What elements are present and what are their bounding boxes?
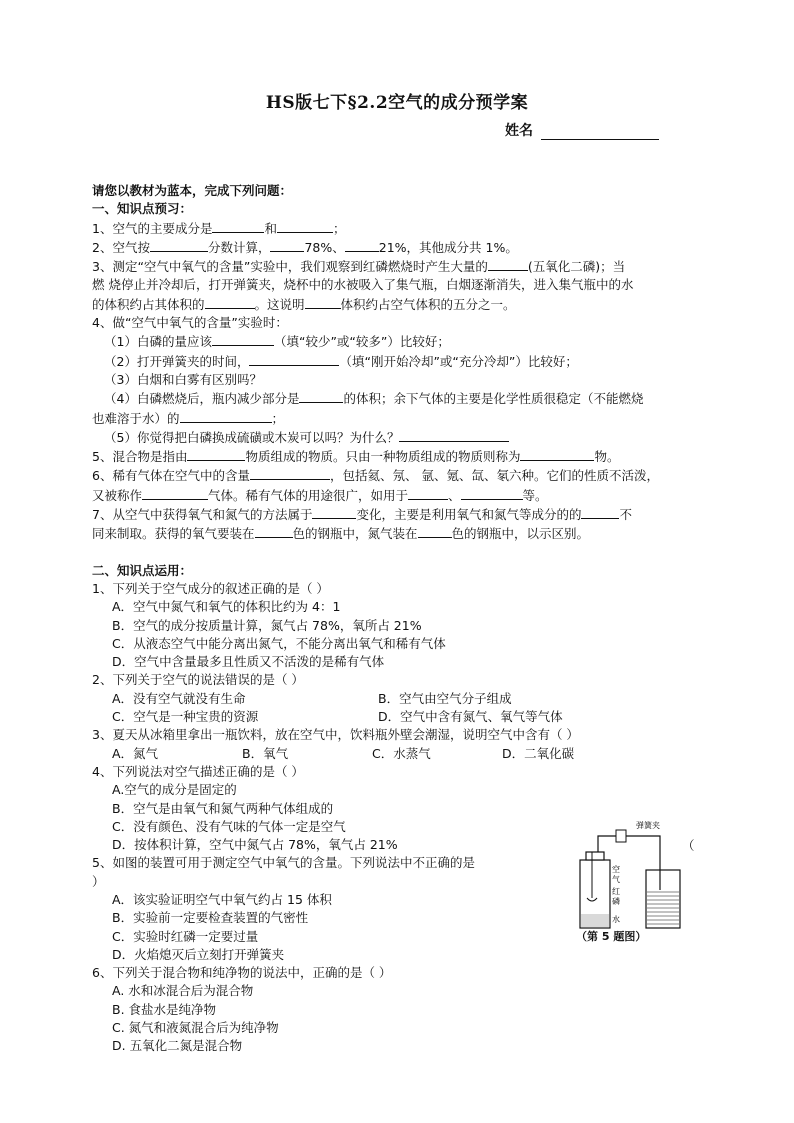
s1q1-text-c: ； <box>332 220 346 236</box>
s1q3-blank-1[interactable] <box>488 257 528 271</box>
page-title: HS版七下§2.2空气的成分预学案 <box>265 93 529 113</box>
s1q4-text-1b: （填“较少”或“较多”）比较好； <box>273 334 450 350</box>
s2q3-option-b[interactable]: B．氧气 <box>242 745 289 761</box>
s1q4-blank-5[interactable] <box>399 428 509 442</box>
s1q2-blank-3[interactable] <box>345 238 379 252</box>
s1q4-text-5: （5）你觉得把白磷换成硫磺或木炭可以吗？为什么？ <box>104 429 400 445</box>
s1-question-2 <box>92 238 702 257</box>
s1q4-blank-1[interactable] <box>212 332 274 346</box>
s1-question-6-line2 <box>92 486 702 505</box>
s2q5-paren-close: ） <box>92 873 105 889</box>
s2q2-option-d[interactable]: D．空气中含有氮气、氧气等气体 <box>378 709 563 725</box>
s1q6-text-e: 、 <box>448 487 461 503</box>
s2q2-option-b[interactable]: B．空气由空气分子组成 <box>378 690 512 706</box>
s1-question-3-line1 <box>92 257 702 276</box>
section1-heading: 一、知识点预习： <box>92 201 193 217</box>
figure-caption: （第 5 题图） <box>576 930 647 943</box>
s1q7-text-e: 色的钢瓶中，氮气装在 <box>292 526 418 542</box>
s2q6-option-b[interactable]: B. 食盐水是纯净物 <box>112 1001 217 1017</box>
spring-clamp <box>616 830 626 842</box>
s1q5-text-c: 物。 <box>594 449 620 465</box>
s1q5-text-a: 5、混合物是指由 <box>92 449 188 465</box>
s1-question-6-line1 <box>92 466 702 485</box>
s2q5-option-c[interactable]: C．实验时红磷一定要过量 <box>112 928 259 944</box>
s1q4-text-4c: 也难溶于水）的 <box>92 410 180 426</box>
s1-question-7-line2 <box>92 524 702 543</box>
s1-question-4-sub4-cont <box>92 409 702 428</box>
s1q4-text-4b: 的体积；余下气体的主要是化学性质很稳定（不能燃烧 <box>343 391 644 407</box>
s1q1-text-a: 1、空气的主要成分是 <box>92 220 213 236</box>
s1q3-text-1a: 3、测定“空气中氧气的含量”实验中，我们观察到红磷燃烧时产生大量的 <box>92 259 488 275</box>
s2-question-6-stem: 6、下列关于混合物和纯净物的说法中，正确的是（ ） <box>92 965 392 981</box>
experiment-apparatus-figure <box>568 818 718 942</box>
s1q3-text-1b: (五氧化二磷)；当 <box>527 259 626 275</box>
s2-question-3-stem: 3、夏天从冰箱里拿出一瓶饮料，放在空气中，饮料瓶外壁会潮湿，说明空气中含有（ ） <box>92 727 579 743</box>
s1q7-blank-4[interactable] <box>418 524 452 538</box>
s1-question-3-line3 <box>92 295 702 314</box>
s1q4-blank-2[interactable] <box>249 352 339 366</box>
s1-question-4-sub1 <box>92 332 702 351</box>
s1q2-text-b: 分数计算， <box>207 239 271 255</box>
bottle-stopper <box>586 852 604 860</box>
s2-question-1-stem: 1、下列关于空气成分的叙述正确的是（ ） <box>92 580 329 596</box>
s2q2-options-row2 <box>92 708 702 726</box>
s2q6-option-d[interactable]: D. 五氧化二氮是混合物 <box>112 1038 243 1054</box>
s2q5-option-d[interactable]: D．火焰熄灭后立刻打开弹簧夹 <box>112 946 285 962</box>
s1-question-5 <box>92 447 702 466</box>
s1q6-text-d: 气体。稀有气体的用途很广，如用于 <box>208 487 409 503</box>
s1q3-text-3c: 体积约占空气体积的五分之一。 <box>340 296 516 312</box>
s2q3-option-a[interactable]: A．氮气 <box>112 745 159 761</box>
s1q1-text-b: 和 <box>264 220 277 236</box>
s1q5-blank-2[interactable] <box>520 447 594 461</box>
s1q4-text-1a: （1）白磷的量应该 <box>104 334 212 350</box>
s2q5-option-b[interactable]: B．实验前一定要检查装置的气密性 <box>112 910 309 926</box>
combustion-spoon-cup <box>587 898 597 901</box>
s1-question-4-sub2 <box>92 352 702 371</box>
section-gap <box>92 544 702 562</box>
s2q4-option-c[interactable]: C．没有颜色、没有气味的气体一定是空气 <box>112 818 346 834</box>
s1q2-blank-2[interactable] <box>270 238 304 252</box>
s2-question-2-stem: 2、下列关于空气的说法错误的是（ ） <box>92 672 304 688</box>
beaker-water <box>647 890 679 927</box>
s2q5-paren-open: （ <box>682 838 695 853</box>
s2q1-option-d[interactable]: D．空气中含量最多且性质又不活泼的是稀有气体 <box>112 654 385 670</box>
s1q6-text-f: 等。 <box>522 487 548 503</box>
s2q6-option-c[interactable]: C. 氮气和液氮混合后为纯净物 <box>112 1020 279 1036</box>
s2q1-option-c[interactable]: C．从液态空气中能分离出氮气，不能分离出氧气和稀有气体 <box>112 635 446 651</box>
s1q1-blank-2[interactable] <box>277 219 333 233</box>
air-label-1: 空 <box>612 865 620 874</box>
s1q5-blank-1[interactable] <box>187 447 245 461</box>
s1-question-4-head: 4、做“空气中氧气的含量”实验时： <box>92 315 288 331</box>
s1q6-blank-3[interactable] <box>408 486 448 500</box>
name-field <box>505 120 659 140</box>
s1q5-text-b: 物质组成的物质。只由一种物质组成的物质则称为 <box>245 449 521 465</box>
s1q2-blank-1[interactable] <box>150 238 208 252</box>
s2q2-option-c[interactable]: C．空气是一种宝贵的资源 <box>112 709 259 725</box>
s1q7-text-a: 7、从空气中获得氧气和氮气的方法属于 <box>92 507 313 523</box>
s1q6-text-a: 6、稀有气体在空气中的含量 <box>92 468 250 484</box>
clamp-label: 弹簧夹 <box>636 821 660 830</box>
s2q5-option-a[interactable]: A．该实验证明空气中氧气约占 15 体积 <box>112 891 332 907</box>
s1-question-3-line2: 燃 烧停止并冷却后，打开弹簧夹，烧杯中的水被吸入了集气瓶，白烟逐渐消失，进入集气瓶中的水 <box>92 277 634 293</box>
s1q2-text-a: 2、空气按 <box>92 239 150 255</box>
s2-question-4-stem: 4、下列说法对空气描述正确的是（ ） <box>92 763 304 779</box>
intro-text: 请您以教材为蓝本，完成下列问题： <box>92 183 293 198</box>
s1q4-text-4a: （4）白磷燃烧后，瓶内减少部分是 <box>104 391 300 407</box>
s2q6-option-a[interactable]: A. 水和冰混合后为混合物 <box>112 983 254 999</box>
s2q2-option-a[interactable]: A．没有空气就没有生命 <box>112 690 246 706</box>
phosphorus-label-1: 红 <box>612 887 620 896</box>
s1q7-blank-2[interactable] <box>581 505 619 519</box>
s1q4-text-2b: （填“刚开始冷却”或“充分冷却”）比较好； <box>339 353 578 369</box>
s1q7-text-c: 不 <box>619 507 632 523</box>
s1q6-blank-4[interactable] <box>461 486 523 500</box>
s2q1-option-b[interactable]: B．空气的成分按质量计算，氮气占 78%，氧所占 21% <box>112 617 422 633</box>
bottle-water <box>581 914 609 927</box>
s1q6-blank-1[interactable] <box>250 466 330 480</box>
air-label-2: 气 <box>612 875 620 884</box>
s1q7-text-b: 变化，主要是利用氧气和氮气等成分的的 <box>356 507 582 523</box>
s2q3-option-d[interactable]: D．二氧化碳 <box>502 745 575 761</box>
s1q6-text-b: ，包括氦、氖、 氩、氪、氙、氡六种。它们的性质不活泼， <box>329 468 659 484</box>
s1q4-blank-3[interactable] <box>299 389 343 403</box>
s2q1-option-a[interactable]: A．空气中氮气和氧气的体积比约为 4：1 <box>112 599 341 615</box>
s2q3-options-row <box>92 745 702 763</box>
s1q3-blank-2[interactable] <box>205 295 255 309</box>
s1q3-text-3b: 。这说明 <box>254 296 305 312</box>
s2-question-5-stem: 5、如图的装置可用于测定空气中氧气的含量。下列说法中不正确的是 <box>92 855 475 871</box>
s1q7-blank-3[interactable] <box>255 524 293 538</box>
s1q7-blank-1[interactable] <box>312 505 356 519</box>
s2q4-option-d[interactable]: D．按体积计算，空气中氮气占 78%，氧气占 21% <box>112 837 398 853</box>
name-blank[interactable] <box>541 125 659 140</box>
s1-question-4-sub4 <box>92 389 702 408</box>
s1q2-text-d: 21%，其他成分共 1%。 <box>378 239 518 255</box>
s1q7-text-d: 同来制取。获得的氧气要装在 <box>92 526 255 542</box>
s1q2-text-c: 78%、 <box>304 239 345 255</box>
phosphorus-label-2: 磷 <box>612 897 620 906</box>
s1-question-4-sub3: （3）白烟和白雾有区别吗？ <box>104 371 262 387</box>
s1q1-blank-1[interactable] <box>212 219 264 233</box>
s2q4-option-b[interactable]: B．空气是由氧气和氮气两种气体组成的 <box>112 800 334 816</box>
s1q6-text-c: 又被称作 <box>92 487 143 503</box>
section2-heading: 二、知识点运用： <box>92 562 193 578</box>
s1q3-text-3a: 的体积约占其体积的 <box>92 296 205 312</box>
s1-question-1 <box>92 219 702 238</box>
name-label: 姓名 <box>505 123 533 139</box>
s2q4-option-a[interactable]: A.空气的成分是固定的 <box>112 782 237 798</box>
s1-question-4-sub5 <box>92 428 702 447</box>
s2q3-option-c[interactable]: C．水蒸气 <box>372 745 431 761</box>
s1q4-blank-4[interactable] <box>180 409 272 423</box>
s2q2-options-row1 <box>92 690 702 708</box>
s1q4-text-2a: （2）打开弹簧夹的时间， <box>104 353 250 369</box>
s1q7-text-f: 色的钢瓶中，以示区别。 <box>451 526 590 542</box>
s1q4-text-4d: ； <box>271 410 285 426</box>
s1-question-7-line1 <box>92 505 702 524</box>
s1q6-blank-2[interactable] <box>142 486 208 500</box>
water-label: 水 <box>612 915 620 924</box>
s1q3-blank-3[interactable] <box>305 295 341 309</box>
